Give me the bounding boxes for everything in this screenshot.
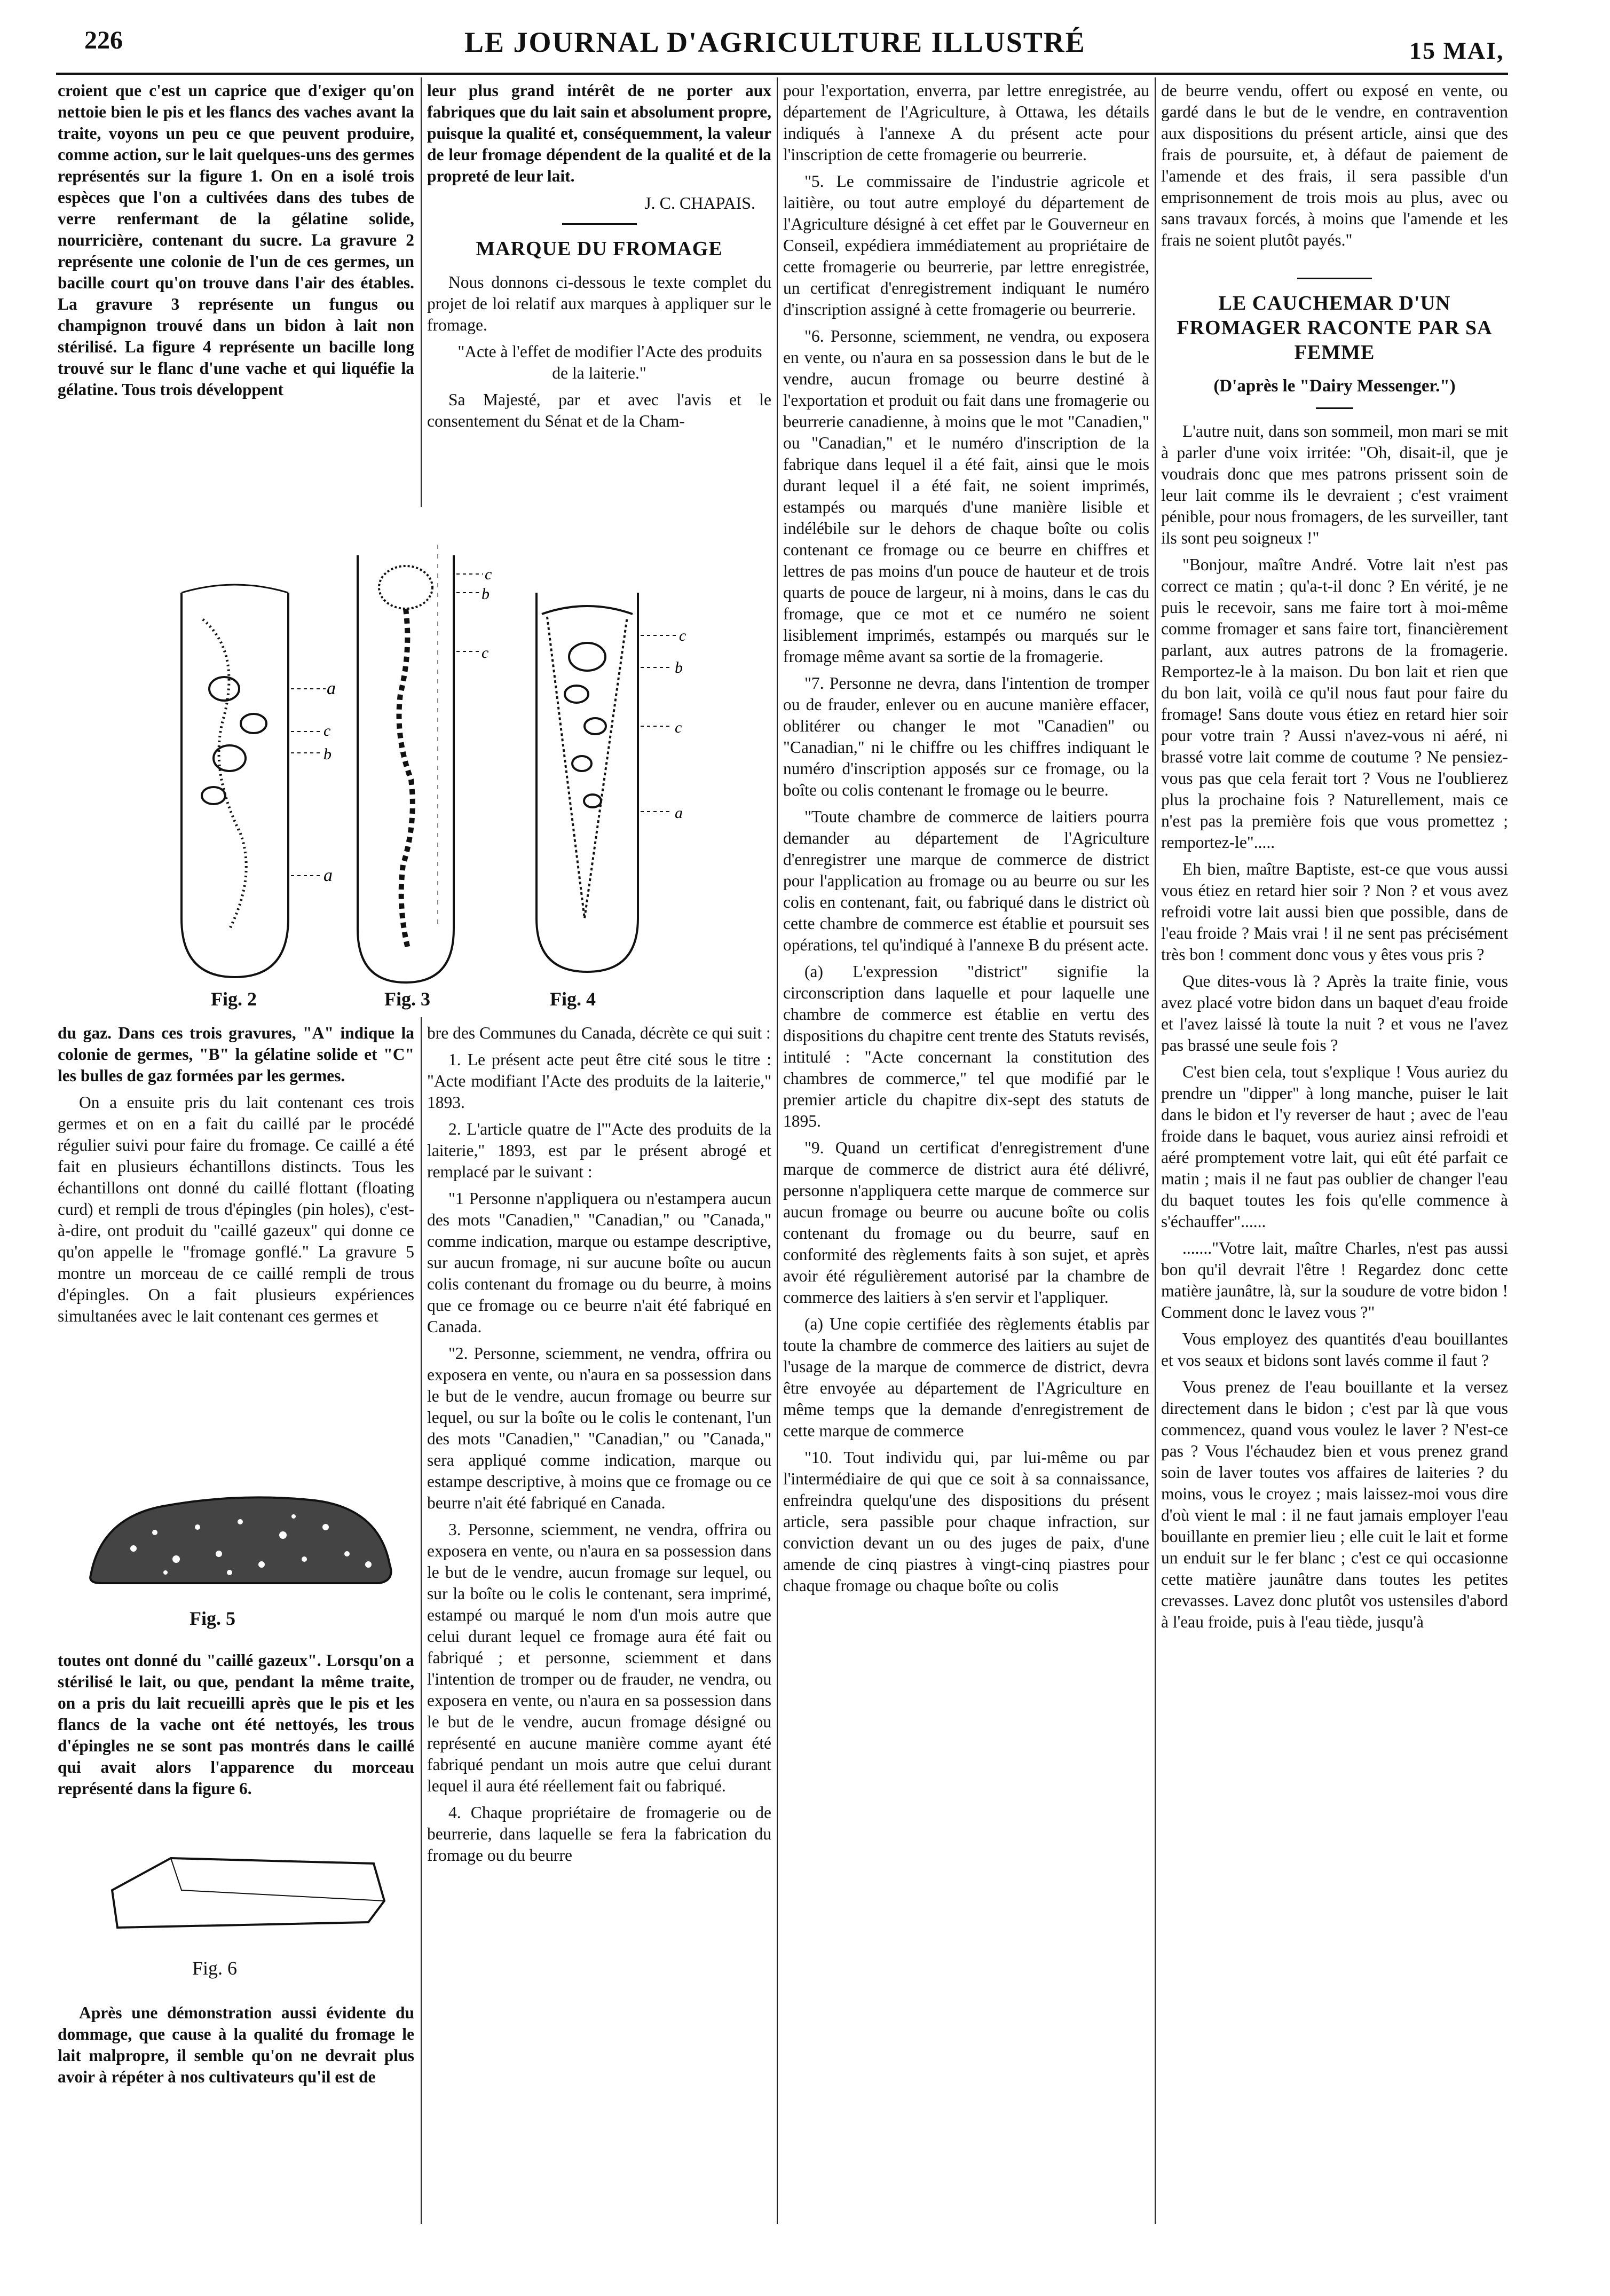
label-c: c — [482, 644, 489, 662]
column-1-bottom — [58, 1023, 414, 1332]
figure-caption: Fig. 6 — [192, 1957, 238, 1979]
article-paragraph: Vous prenez de l'eau bouillante et la versez directement dans le bidon ; c'est par là que vous commencez, quand vous voulez le laver ? N'est-ce pas ? Vous l'échaudez bien et vous prenez grand soin de laver toutes vos affaires de laiteries ? du moins, vous le croyez ; mais laissez-moi vous dire d'où vient le mal : il ne faut jamais employer l'eau bouillante en premier lieu ; elle cuit le lait et forme un enduit sur le fer blanc ; c'est ce qui occasionne cette matière jaunâtre dans toutes les petites crevasses. Lavez donc plutôt vos ustensiles d'abord à l'eau froide, puis à l'eau tiède, jusqu'à — [1161, 1378, 1508, 1631]
fig2-tube — [181, 585, 326, 977]
article-paragraph: C'est bien cela, tout s'explique ! Vous auriez du prendre un "dipper" à long manche, puiser le lait dans le bidon et l'y reverser de haut ; avec de l'eau froide dans le baquet, vous auriez ainsi refroidi et aéré promptement votre lait, qui eût été parfait ce matin ; mais il ne faut pas oublier de changer l'eau du baquet toutes les fois qu'elle commence à s'échauffer"...... — [1161, 1063, 1508, 1231]
section-separator — [1297, 278, 1372, 279]
column-rule — [421, 77, 422, 507]
issue-date: 15 MAI, — [1409, 37, 1504, 64]
label-b: b — [482, 585, 490, 603]
section-subtitle: (D'après le "Dairy Messenger.") — [1213, 376, 1456, 396]
article-paragraph: "9. Quand un certificat d'enregistrement d'une marque de commerce de district aura été délivré, personne n'appliquera cette marque de commerce sur aucun fromage ou beurre ou aucune boîte ou colis contenant du fromage ou du beurre, sauf en conformité des règlements faits à son sujet, et après avoir été régulièrement autorisé par la chambre de commerce des laitiers à s'en servir et l'appliquer. — [783, 1138, 1149, 1307]
article-paragraph: pour l'exportation, enverra, par lettre enregistrée, au département de l'Agriculture, à Ottawa, les détails indiqués à l'annexe A du présent acte pour l'inscription de cette fromagerie ou beurrerie. — [783, 81, 1149, 164]
column-1-end — [58, 2002, 414, 2093]
section-separator — [562, 223, 637, 225]
article-paragraph: croient que c'est un caprice que d'exiger qu'on nettoie bien le pis et les flancs des vaches avant la traite, voyons un peu ce que peuvent produire, comme action, sur le lait quelques-uns des germes représentés sur la figure 1. On en a isolé trois espèces que l'on a cultivées dans des tubes de verre renfermant de la gélatine solide, nourricière, contenant du sucre. La gravure 2 représente une colonie de l'un de ces germes, un bacille court qu'on trouve dans l'air des étables. La gravure 3 représente un fungus ou champignon trouvé dans un bidon à lait non stérilisé. La figure 4 représente un bacille long trouvé sur le flanc d'une vache et qui liquéfie la gélatine. Tous trois développent — [58, 81, 414, 399]
header-rule — [56, 73, 1508, 75]
column-rule — [777, 77, 778, 2224]
section-separator — [1316, 407, 1353, 409]
article-paragraph: Après une démonstration aussi évidente du dommage, que cause à la qualité du fromage le lait malpropre, il semble qu'on ne devrait plus avoir à répéter à nos cultivateurs qu'il est de — [58, 2003, 414, 2086]
label-c: c — [485, 565, 492, 583]
column-2-bottom — [427, 1023, 771, 1872]
article-paragraph: Nous donnons ci-dessous le texte complet du projet de loi relatif aux marques à appliquer sur le fromage. — [427, 273, 771, 334]
label-b: b — [675, 659, 683, 677]
article-paragraph: ......."Votre lait, maître Charles, n'est pas aussi bon qu'il devrait l'être ! Regardez donc cette matière jaunâtre, là, sur la soudure de votre bidon ! Comment donc le lavez vous ?" — [1161, 1239, 1508, 1322]
article-paragraph: 4. Chaque propriétaire de fromagerie ou de beurrerie, dans laquelle se fera la fabrication du fromage ou du beurre — [427, 1803, 771, 1865]
article-paragraph: (a) Une copie certifiée des règlements établis par toute la chambre de commerce des laitiers au sujet de l'usage de la marque de commerce de district, devra être envoyée au département de l'Agriculture en même temps que la demande d'enregistrement de cette marque de commerce — [783, 1315, 1149, 1440]
label-c: c — [323, 722, 331, 740]
figure-caption: Fig. 4 — [550, 988, 596, 1010]
article-paragraph: L'autre nuit, dans son sommeil, mon mari se mit à parler d'une voix irritée: "Oh, disait-il, que je voudrais donc que mes patrons prissent soin de leur lait comme ils le devraient ; c'est vraiment pénible, pour nous fromagers, de les surveiller, tant ils sont peu soigneux !" — [1161, 422, 1508, 547]
figure-caption: Fig. 5 — [190, 1608, 235, 1629]
article-paragraph: Sa Majesté, par et avec l'avis et le consentement du Sénat et de la Cham- — [427, 390, 771, 430]
article-paragraph: bre des Communes du Canada, décrète ce qui suit : — [427, 1024, 771, 1042]
article-paragraph: Eh bien, maître Baptiste, est-ce que vous aussi vous étiez en retard hier soir ? Non ? et vous avez refroidi votre lait aussi bien que possible, dans de l'eau froide ? Mais vrai ! il ne sent pas précisément très bon ! comment donc vous y êtes vous pris ? — [1161, 860, 1508, 964]
article-paragraph: "Toute chambre de commerce de laitiers pourra demander au département de l'Agriculture d'enregistrer une marque de commerce de district pour l'application au fromage ou au beurre ou sur les colis en contenant, fait, ou fabriqué dans le district où cette chambre de commerce est établie et poursuit ses opérations, tel qu'indiqué à l'annexe B du présent acte. — [783, 807, 1149, 954]
column-4 — [1161, 80, 1508, 1638]
column-3 — [783, 80, 1149, 1602]
label-c: c — [675, 719, 682, 736]
label-a: a — [327, 679, 336, 698]
label-c: c — [679, 627, 686, 644]
column-rule — [1155, 77, 1156, 2224]
author-signature: J. C. CHAPAIS. — [644, 193, 755, 213]
article-paragraph: "10. Tout individu qui, par lui-même ou par l'intermédiaire de qui que ce soit à sa connaissance, enfreindra quelqu'une des dispositions du présent article, sera passible pour chaque infraction, sur conviction devant un ou des juges de paix, d'une amende de cinq piastres à vingt-cinq piastres pour chaque fromage ou chaque boîte ou colis — [783, 1448, 1149, 1595]
article-paragraph: leur plus grand intérêt de ne porter aux fabriques que du lait sain et absolument propre, puisque la qualité et, conséquemment, la valeur de leur fromage dépendent de la qualité et de la propreté de leur lait. — [427, 81, 771, 185]
article-paragraph: On a ensuite pris du lait contenant ces trois germes et on en a fait du caillé par le procédé régulier suivi pour faire du fromage. Ce caillé a été fait en plusieurs échantillons distincts. Tous les échantillons ont donné du caillé flottant (floating curd) et rempli de trous d'épingles (pin holes), c'est-à-dire, ont produit du "caillé gazeux" qui donne ce qu'on appelle le "fromage gonflé." La gravure 5 montre un morceau de ce caillé rempli de trous d'épingles. On a fait plusieurs expériences simultanées avec le lait contenant ces germes et — [58, 1093, 414, 1325]
section-title: MARQUE DU FROMAGE — [476, 238, 723, 260]
label-a: a — [323, 866, 333, 885]
article-paragraph: "6. Personne, sciemment, ne vendra, ou exposera en vente, ou n'aura en sa possession dans le but de le vendre, aucun fromage ou beurre destiné à l'exportation et produit ou fait dans une fromagerie ou beurrerie canadienne, à moins que le mot "Canadien," ou "Canadian," et le numéro d'inscription de la fabrique dans lequel il a été fait, ainsi que le mois durant lequel il a été fait, ne soient imprimés, estampés ou marqués d'une manière lisible et indélébile sur le dehors de chaque boîte ou colis contenant ce fromage ou ce beurre en chiffres et lettres de pas moins d'un pouce de hauteur et de trois quarts de pouce de largeur, ni à moins, dans le cas du fromage, que ce mot et ce numéro ne soient lisiblement imprimés, estampés ou marqués sur le fromage même avant sa sortie de la fromagerie. — [783, 327, 1149, 666]
journal-title: LE JOURNAL D'AGRICULTURE ILLUSTRÉ — [464, 26, 1086, 58]
fig4-tube — [536, 593, 678, 972]
column-1-middle — [58, 1650, 414, 1805]
figure-caption: Fig. 2 — [211, 988, 257, 1010]
article-paragraph: Vous employez des quantités d'eau bouillantes et vos seaux et bidons sont lavés comme il faut ? — [1161, 1330, 1508, 1370]
article-paragraph: de beurre vendu, offert ou exposé en vente, ou gardé dans le but de le vendre, en contravention aux dispositions du présent article, ainsi que des frais de poursuite, et, à défaut de paiement de l'amende et des frais, il sera passible d'un emprisonnement de trois mois au plus, avec ou sans travaux forcés, à moins que l'amende et les frais ne soient plutôt payés." — [1161, 81, 1508, 249]
article-paragraph: "5. Le commissaire de l'industrie agricole et laitière, ou tout autre employé du département de l'Agriculture désigné à cet effet par le Gouverneur en Conseil, expédiera immédiatement au propriétaire de cette fromagerie ou beurrerie, par lettre enregistrée, un certificat d'enregistrement indiquant le numéro d'inscription assigné à cette fromagerie ou beurrerie. — [783, 172, 1149, 319]
article-paragraph: 2. L'article quatre de l'"Acte des produits de la laiterie," 1893, est par le présent abrogé et remplacé par le suivant : — [427, 1120, 771, 1181]
article-paragraph: Que dites-vous là ? Après la traite finie, vous avez placé votre bidon dans un baquet d'eau froide et l'avez laissé là toute la nuit ? et vous ne l'avez pas brassé une seule fois ? — [1161, 972, 1508, 1055]
test-tube-figures — [160, 513, 726, 1004]
article-paragraph: "7. Personne ne devra, dans l'intention de tromper ou de frauder, enlever ou en aucune manière effacer, oblitérer ou changer le mot "Canadien" ou "Canadian," ni le chiffre ou les chiffres indiquant le numéro d'inscription apposés sur ce fromage, ou la boîte ou colis contenant le fromage ou le beurre. — [783, 674, 1149, 799]
article-paragraph: "Bonjour, maître André. Votre lait n'est pas correct ce matin ; qu'a-t-il donc ? En vérité, je ne puis le recevoir, sans me faire tort à moi-même comme fromager et sans faire tort, financièrement parlant, aux autres patrons de la fromagerie. Remportez-le à la maison. Du bon lait et rien que du bon lait, voilà ce qu'il nous faut pour faire du fromage! Sans doute vous étiez en retard hier soir pour votre train ? Aussi n'avez-vous ni aéré, ni brassé votre lait comme de coutume ? Ne pensiez-vous pas que cela ferait tort ? Vous ne l'oublierez plus la prochaine fois ? Naturellement, mais ce n'est pas la première fois que vous promettez ; remportez-le"..... — [1161, 555, 1508, 852]
article-paragraph: 3. Personne, sciemment, ne vendra, offrira ou exposera en vente, ou n'aura en sa possession dans le but de le vendre, aucun fromage sur lequel, ou sur la boîte ou le colis le contenant, sera imprimé, estampé ou marqué le nom d'un mois autre que celui durant lequel ce fromage aura été fait ou fabriqué ; et personne, sciemment et dans l'intention de tromper ou de frauder, ne vendra, ou exposera en vente, ou n'aura en sa possession dans le but de le vendre, aucun fromage désigné ou représenté en aucune manière comme ayant été fabriqué pendant un mois autre que celui durant lequel il aura été réellement fait ou fabriqué. — [427, 1520, 771, 1795]
figure-caption: Fig. 3 — [384, 988, 430, 1010]
column-rule — [421, 1017, 422, 2224]
article-paragraph: "2. Personne, sciemment, ne vendra, offrira ou exposera en vente, ou n'aura en sa possession dans le but de le vendre, aucun fromage ou beurre sur lequel, ou sur la boîte ou le colis le contenant, l'un des mots "Canadien," "Canadian," ou "Canada," sera appliqué comme indication, marque ou estampe descriptive, à moins que ce fromage ou ce beurre n'ait été fabriqué en Canada. — [427, 1344, 771, 1512]
section-title: LE CAUCHEMAR D'UN FROMAGER RACONTE PAR SA FEMME — [1177, 292, 1493, 364]
article-paragraph: du gaz. Dans ces trois gravures, "A" indique la colonie de germes, "B" la gélatine solide et "C" les bulles de gaz formées par les germes. — [58, 1024, 414, 1085]
label-a: a — [675, 804, 683, 822]
fig3-tube — [358, 545, 483, 982]
figure-6-curd — [96, 1847, 395, 1938]
article-paragraph: "1 Personne n'appliquera ou n'estampera aucun des mots "Canadien," "Canadian," ou "Canada," comme indication, marque ou estampe descriptive, sur aucun fromage, ni sur aucune boîte ou aucun colis contenant du fromage ou du beurre, à moins que ce fromage ou ce beurre n'ait été fabriqué en Canada. — [427, 1189, 771, 1336]
label-b: b — [323, 745, 332, 763]
act-title: "Acte à l'effet de modifier l'Acte des produits de la laiterie." — [457, 342, 762, 382]
column-1-top — [58, 80, 414, 406]
figure-5-curd — [80, 1484, 400, 1591]
page-number: 226 — [84, 26, 123, 54]
column-2-top — [427, 80, 771, 437]
article-paragraph: 1. Le présent acte peut être cité sous le titre : "Acte modifiant l'Acte des produits de la laiterie," 1893. — [427, 1050, 771, 1112]
article-paragraph: toutes ont donné du "caillé gazeux". Lorsqu'on a stérilisé le lait, ou que, pendant la même traite, on a pris du lait recueilli après que le pis et les flancs de la vache ont été nettoyés, les trous d'épingles ne se sont pas montrés dans le caillé qui avait alors l'apparence du morceau représenté dans la figure 6. — [58, 1651, 414, 1798]
article-paragraph: (a) L'expression "district" signifie la circonscription dans laquelle et pour laquelle une chambre de commerce est établie en vertu des dispositions du chapitre cent trente des Statuts revisés, intitulé : "Acte concernant la constitution des chambres de commerce," tel que modifié par le premier article du chapitre dix-sept des statuts de 1895. — [783, 962, 1149, 1130]
